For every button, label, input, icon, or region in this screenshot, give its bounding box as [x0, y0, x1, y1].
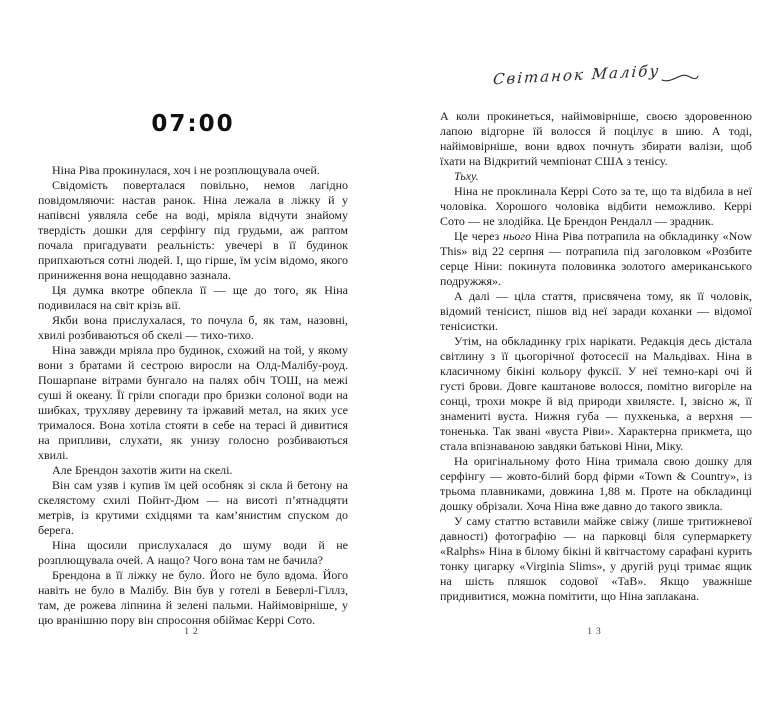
body-paragraph [440, 229, 752, 289]
body-paragraph: Ніна завжди мріяла про будинок, схожий на той, у якому вони з братами й сестрою виросли на Олд-Малібу-роуд. Пошарпане вітрами бунгало на палях обіч ТОШ, на межі суші й океану. Її гріли спогади про бризки солоної води на шибках, трухляву деревину та іржавий метал, на яких усе трималося. Вона хотіла стояти в себе на терасі й дивитися на припливи, слухати, як унизу голосно розбиваються хвилі. [38, 343, 348, 462]
body-paragraph: Він сам узяв і купив їм цей особняк зі скла й бетону на скелястому схилі Пойнт-Дюм — на висоті п’ятнадцяти метрів, із крутими східцями та кам’янистим спуском до берега. [38, 478, 348, 537]
emphasized-word: нього [503, 229, 532, 243]
body-paragraph: Ніна не проклинала Керрі Сото за те, що та відбила в неї чоловіка. Хорошого чоловіка відбити неможливо. Керрі Сото — не злодійка. Це Брендон Рендалл — зрадник. [440, 184, 752, 228]
body-paragraph: У саму статтю вставили майже свіжу (лише тритижневої давності) фотографію — на парковці біля супермаркету «Ralphs» Ніна в білому бікіні й квітчастому сарафані курить тонку цигарку «Virginia Slims», у другій руці тримає ящик на шість пляшок содової «TaB». Якщо уважніше придивитися, можна помітити, що Ніна заплакана. [440, 514, 752, 603]
right-page [440, 0, 752, 705]
body-paragraph: Брендона в її ліжку не було. Його не було вдома. Його навіть не було в Малібу. Він був у готелі в Беверлі-Гіллз, там, де рожева ліпнина й зелені пальми. Найімовірніше, у цю вранішню пору він спросоння обіймає Керрі Сото. [38, 568, 348, 627]
flourish-swash-icon [661, 70, 699, 84]
running-head-title: Світанок Малібу [492, 61, 662, 89]
body-paragraph: Але Брендон захотів жити на скелі. [52, 463, 233, 477]
paragraph-segment: Ніна Ріва потрапила на обкладинку «Now This» від 22 серпня — потрапила під заголовком «Розбите серце Ніни: покинута половинка золотого американського подружжя». [440, 229, 752, 288]
left-page-body [38, 163, 348, 628]
body-paragraph: А далі — ціла стаття, присвячена тому, як її чоловік, відомий тенісист, пішов від неї заради коханки — відомої тенісистки. [440, 289, 752, 333]
running-head [440, 61, 752, 94]
page-number-right: 13 [587, 627, 605, 637]
left-page [38, 0, 348, 705]
body-paragraph: Свідомість поверталася повільно, немов лагідно повідомляючи: настав ранок. Ніна лежала в ліжку й у напівсні уявляла себе на воді, мріяла відчути знайому твердість дошки для серфінгу під грудьми, аж раптом почала пригадувати реальність: увечері в її будинок припхаються сотні людей. І, що гірше, їм усім відомо, якого приниження вона нещодавно зазнала. [38, 178, 348, 282]
paragraph-segment: Це через [454, 229, 504, 243]
body-paragraph: Тьху. [454, 169, 479, 183]
body-paragraph: Ця думка вкотре обпекла її — ще до того, як Ніна подивилася на світ крізь вії. [38, 283, 348, 312]
page-number-left: 12 [184, 627, 202, 637]
body-paragraph: А коли прокинеться, найімовірніше, своєю здоровенною лапою відгорне їй волосся й поцілує в шию. А тоді, найімовірніше, вони вдвох почнуть збирати валізи, щоб їхати на Відкритий чемпіонат США з тенісу. [440, 109, 752, 168]
body-paragraph: На оригінальному фото Ніна тримала свою дошку для серфінгу — жовто-білий борд фірми «Town & Country», із трьома плавниками, довжина 1,88 м. Проте на обкладинці дошку обрізали. Хоча Ніна вже давно до такого звикла. [440, 454, 752, 513]
body-paragraph: Утім, на обкладинку гріх нарікати. Редакція десь дістала світлину з її цьогорічної фотосесії на Мальдівах. Ніна в класичному бікіні кольору фуксії. У неї темно-карі очі й густі брови. Довге каштанове волосся, помітно вигоріле на сонці, трохи мокре й від природи хвилясте. І, звісно ж, її знамениті вуста. Нижня губа — пухкенька, а верхня — тоненька. Так звані «вуста Ріви». Характерна прикмета, що стала впізнаваною завдяки батькові Ніни, Міку. [440, 334, 752, 453]
right-page-body [440, 109, 752, 604]
body-paragraph: Ніна щосили прислухалася до шуму води й не розплющувала очей. А нащо? Чого вона там не бачила? [38, 538, 348, 567]
body-paragraph: Якби вона прислухалася, то почула б, як там, назовні, хвилі розбиваються об скелі — тихо-тихо. [38, 313, 348, 342]
chapter-time-heading: 07:00 [151, 111, 235, 137]
body-paragraph: Ніна Ріва прокинулася, хоч і не розплющувала очей. [52, 163, 320, 177]
